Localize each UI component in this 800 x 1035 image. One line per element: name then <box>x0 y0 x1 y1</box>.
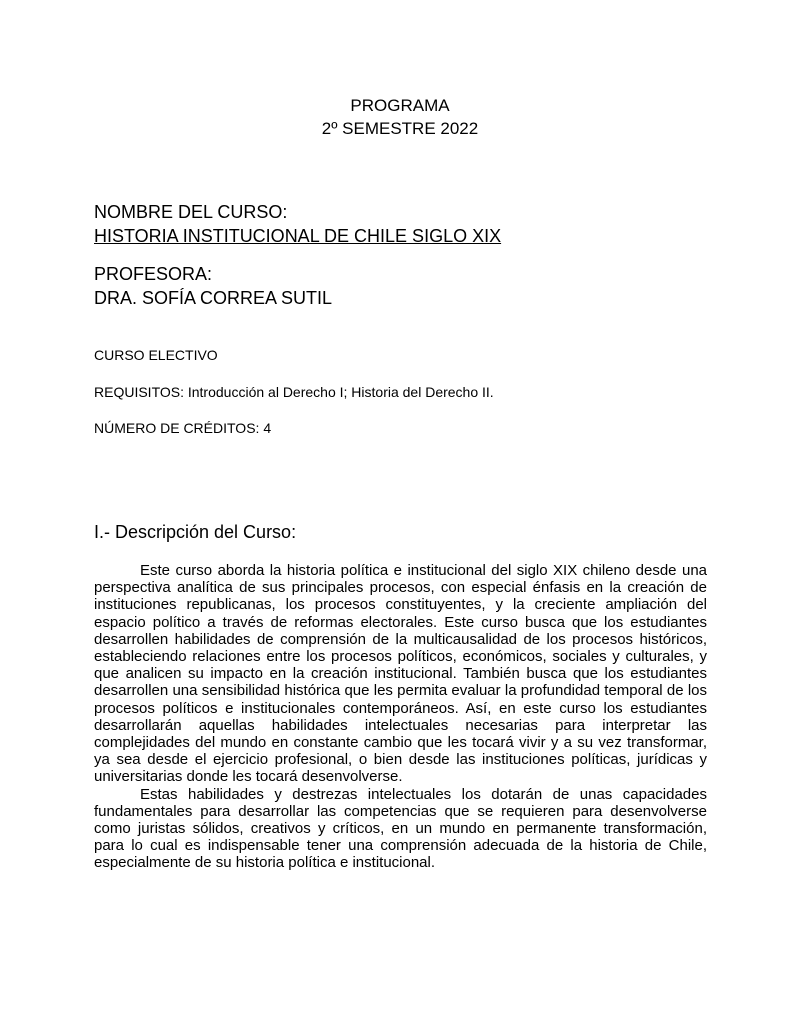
course-name-label: NOMBRE DEL CURSO: <box>94 202 288 222</box>
document-header <box>0 94 800 140</box>
course-requirements: REQUISITOS: Introducción al Derecho I; Historia del Derecho II. <box>94 384 494 400</box>
course-description <box>94 562 707 872</box>
course-credits: NÚMERO DE CRÉDITOS: 4 <box>94 420 272 436</box>
description-paragraph: Estas habilidades y destrezas intelectuales los dotarán de unas capacidades fundamentales para desarrollar las competencias que se requieren para desenvolverse como juristas sólidos, creativos y críticos, en un mundo en permanente transformación, para lo cual es indispensable tener una comprensión adecuada de la historia de Chile, especialmente de su historia política e institucional. <box>94 785 707 872</box>
description-paragraph: Este curso aborda la historia política e institucional del siglo XIX chileno desde una perspectiva analítica de sus principales procesos, con especial énfasis en la creación de instituciones republicanas, los procesos constituyentes, y la creciente ampliación del espacio político a través de reformas electorales. Este curso busca que los estudiantes desarrollen habilidades de comprensión de la multicausalidad de los procesos históricos, estableciendo relaciones entre los procesos políticos, económicos, sociales y culturales, y que analicen su impacto en la creación institucional. También busca que los estudiantes desarrollen una sensibilidad histórica que les permita evaluar la profundidad temporal de los procesos políticos e institucionales contemporáneos. Así, en este curso los estudiantes desarrollarán aquellas habilidades intelectuales necesarias para interpretar las complejidades del mundo en constante cambio que les tocará vivir y a su vez transformar, ya sea desde el ejercicio profesional, o bien desde las instituciones políticas, jurídicas y universitarias donde les tocará desenvolverse. <box>94 562 707 786</box>
course-type: CURSO ELECTIVO <box>94 347 218 363</box>
course-name-block <box>94 200 501 248</box>
professor-block <box>94 262 332 310</box>
professor-name: DRA. SOFÍA CORREA SUTIL <box>94 288 333 308</box>
professor-label: PROFESORA: <box>94 264 213 284</box>
program-title: PROGRAMA <box>350 96 450 115</box>
section-heading: I.- Descripción del Curso: <box>94 522 297 542</box>
course-name-value: HISTORIA INSTITUCIONAL DE CHILE SIGLO XIX <box>94 226 502 246</box>
semester-title: 2º SEMESTRE 2022 <box>321 119 479 138</box>
